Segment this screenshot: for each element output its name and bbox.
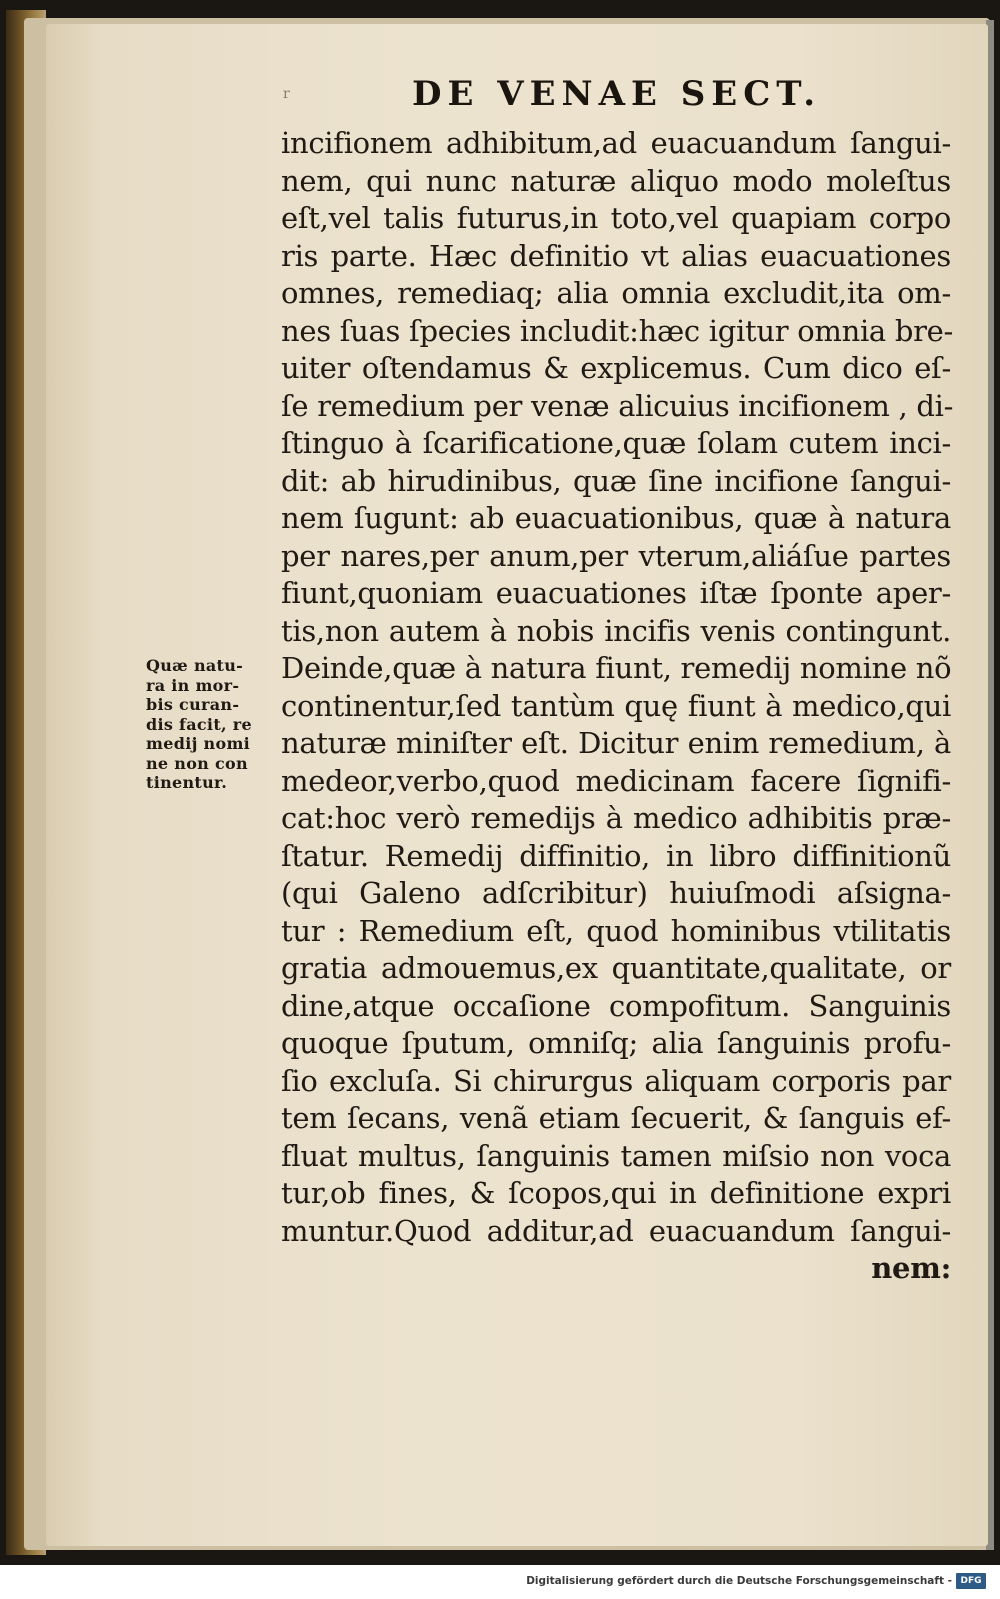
text-line: naturæ miniſter eſt. Dicitur enim remedium, à <box>281 726 951 760</box>
dfg-logo: DFG <box>956 1573 986 1589</box>
text-line: medeor,verbo,quod medicinam facere ſignifi- <box>281 763 951 798</box>
text-line: nes ſuas ſpecies includit:hæc igitur omnia bre- <box>281 313 954 348</box>
running-head: DE VENAE SECT. <box>412 74 822 114</box>
text-line: nem: <box>871 1251 951 1285</box>
text-line: tem ſecans, venã etiam ſecuerit, & ſanguis ef- <box>281 1101 951 1135</box>
text-line: fluat multus, ſanguinis tamen miſsio non voca <box>281 1138 951 1173</box>
text-line: uiter oſtendamus & explicemus. Cum dico eſ- <box>281 351 951 385</box>
text-line: ſio excluſa. Si chirurgus aliquam corporis par <box>281 1063 951 1098</box>
text-line: continentur,ſed tantùm quę fiunt à medico,qui <box>281 688 951 723</box>
text-line: per nares,per anum,per vterum,aliáſue partes <box>281 538 951 573</box>
margin-note-line: bis curan- <box>146 695 240 714</box>
margin-note-line: medij nomi <box>146 734 251 753</box>
text-line: tur,ob fines, & ſcopos,qui in definitione expri <box>281 1176 951 1210</box>
text-line: omnes, remediaq; alia omnia excludit,ita om- <box>281 276 951 310</box>
text-line: incifionem adhibitum,ad euacuandum ſangui- <box>281 126 951 160</box>
text-line: nem, qui nunc naturæ aliquo modo moleſtus <box>281 163 951 198</box>
text-line: tis,non autem à nobis incifis venis contingunt. <box>281 613 951 648</box>
margin-note-line: dis facit, re <box>146 714 252 734</box>
funding-credit: Digitalisierung gefördert durch die Deutsche Forschungsgemeinschaft - <box>526 1575 952 1587</box>
margin-note-line: tinentur. <box>146 773 228 792</box>
text-line: dit: ab hirudinibus, quæ ſine incifione ſangui- <box>281 463 951 498</box>
folio-mark: r <box>283 86 290 102</box>
margin-note-line: ne non con <box>146 753 248 773</box>
text-line: dine,atque occaſione compofitum. Sanguinis <box>281 988 951 1023</box>
text-line: ſtinguo à ſcarificatione,quæ ſolam cutem inci- <box>281 426 951 460</box>
margin-note-line: ra in mor- <box>146 675 240 695</box>
body-text-block <box>281 125 954 1288</box>
text-line: ſe remedium per venæ alicuius incifionem , di- <box>281 388 954 423</box>
text-line: tur : Remedium eſt, quod hominibus vtilitatis <box>281 913 951 948</box>
text-line: eſt,vel talis futurus,in toto,vel quapiam corpo <box>281 201 951 235</box>
text-line: quoque ſputum, omniſq; alia ſanguinis profu- <box>281 1026 951 1060</box>
footer-bar <box>0 1565 1000 1599</box>
text-line: Deinde,quæ à natura fiunt, remedij nomine nõ <box>281 651 952 685</box>
text-line: ſtatur. Remedij diffinitio, in libro diffinitionũ <box>281 838 951 873</box>
margin-note <box>146 656 266 793</box>
text-line: muntur.Quod additur,ad euacuandum ſangui- <box>281 1213 951 1248</box>
text-line: cat:hoc verò remedijs à medico adhibitis præ- <box>281 801 951 835</box>
margin-note-line: Quæ natu- <box>146 656 244 675</box>
text-line: (qui Galeno adſcribitur) huiuſmodi aſsigna- <box>281 876 951 910</box>
text-line: fiunt,quoniam euacuationes iſtæ ſponte aper- <box>281 576 951 610</box>
text-line: ris parte. Hæc definitio vt alias euacuationes <box>281 238 951 273</box>
text-line: gratia admouemus,ex quantitate,qualitate, or <box>281 951 951 985</box>
text-line: nem ſugunt: ab euacuationibus, quæ à natura <box>281 501 951 535</box>
